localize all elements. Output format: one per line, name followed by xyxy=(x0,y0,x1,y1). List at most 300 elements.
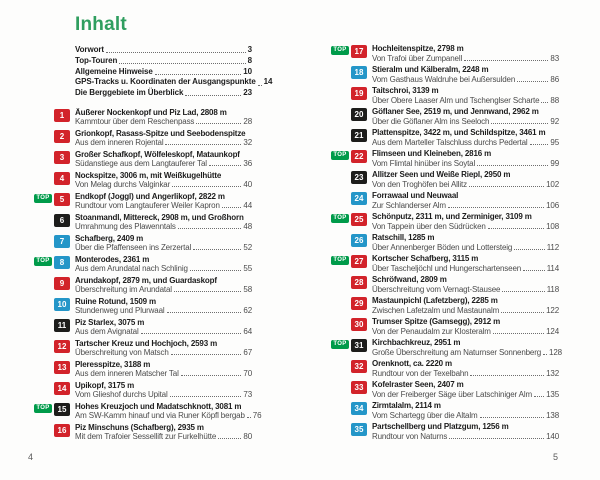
tour-number-badge: 4 xyxy=(54,172,70,185)
tour-subtitle-label: Vom Flimtal hinüber ins Soytal xyxy=(372,158,476,168)
tour-page: 135 xyxy=(546,389,559,399)
tour-subtitle-label: Überschreitung im Arundatal xyxy=(75,285,172,295)
tour-subtitle xyxy=(75,180,252,190)
tour-title: Äußerer Nockenkopf und Piz Lad, 2808 m xyxy=(75,107,227,117)
top-badge-slot xyxy=(331,191,351,202)
tour-page: 102 xyxy=(546,179,559,189)
tour-title: Kortscher Schafberg, 3115 m xyxy=(372,254,479,263)
intro-item xyxy=(75,45,252,56)
tour-subtitle xyxy=(372,390,559,400)
tour-subtitle xyxy=(75,432,252,442)
top-badge: TOP xyxy=(34,257,52,266)
tour-page: 36 xyxy=(243,159,252,169)
dot-leader xyxy=(106,52,246,53)
tour-title: Ratschill, 1285 m xyxy=(372,233,435,242)
tour-title: Kofelraster Seen, 2407 m xyxy=(372,380,464,389)
tour-title: Pleresspitze, 3188 m xyxy=(75,359,151,369)
tour-number-badge: 9 xyxy=(54,277,70,290)
dot-leader xyxy=(165,144,241,145)
tour-title: Partschellberg und Platzgum, 1256 m xyxy=(372,422,509,431)
tour-subtitle xyxy=(75,348,252,358)
top-badge-slot xyxy=(331,212,351,223)
tour-title: Forrawaal und Neuwaal xyxy=(372,191,459,200)
top-badge-slot xyxy=(331,422,351,433)
tour-subtitle xyxy=(372,369,559,379)
top-badge-slot xyxy=(331,44,351,55)
dot-leader xyxy=(464,60,548,61)
tour-subtitle xyxy=(372,327,559,337)
top-badge-slot xyxy=(34,213,54,224)
tour-page: 106 xyxy=(546,200,559,210)
tour-number-badge: 10 xyxy=(54,298,70,311)
tour-text xyxy=(75,213,252,232)
tour-subtitle xyxy=(75,411,262,421)
top-badge-slot xyxy=(34,171,54,182)
tour-entry xyxy=(331,338,562,357)
dot-leader xyxy=(170,396,242,397)
tour-number-badge: 11 xyxy=(54,319,70,332)
tour-subtitle-label: Über Obere Laaser Alm und Tschenglser Scharte xyxy=(372,95,540,105)
dot-leader xyxy=(258,85,262,86)
dot-leader xyxy=(491,123,548,124)
tour-entry xyxy=(34,171,252,190)
top-badge-slot xyxy=(331,86,351,97)
top-badge-slot xyxy=(331,254,351,265)
top-badge: TOP xyxy=(34,194,52,203)
tour-subtitle xyxy=(75,369,252,379)
top-badge-slot xyxy=(331,170,351,181)
top-badge-slot xyxy=(34,297,54,308)
top-badge-slot xyxy=(34,381,54,392)
dot-leader xyxy=(480,417,545,418)
tour-text xyxy=(75,339,252,358)
tour-subtitle xyxy=(75,243,252,253)
tour-number-badge: 7 xyxy=(54,235,70,248)
tour-number-badge: 31 xyxy=(351,339,367,352)
tour-text xyxy=(372,359,559,378)
tour-page: 95 xyxy=(550,137,559,147)
tour-subtitle xyxy=(75,201,252,211)
tour-page: 92 xyxy=(550,116,559,126)
tour-page: 88 xyxy=(550,95,559,105)
tour-text xyxy=(75,381,252,400)
dot-leader xyxy=(502,291,544,292)
tour-title: Hochleitenspitze, 2798 m xyxy=(372,44,464,53)
tour-subtitle-label: Von Trafoi über Zumpanell xyxy=(372,53,463,63)
tour-page: 80 xyxy=(243,432,252,442)
tour-title: Ruine Rotund, 1509 m xyxy=(75,296,157,306)
tour-entry xyxy=(34,401,262,421)
tour-title: Stoanmandl, Mittereck, 2908 m, und Großhorn xyxy=(75,212,244,222)
page-number-right: 5 xyxy=(553,452,559,462)
tour-page: 48 xyxy=(243,222,252,232)
tour-list-left xyxy=(34,107,262,442)
dot-leader xyxy=(534,396,544,397)
tour-entry xyxy=(331,128,559,147)
tour-entry xyxy=(34,192,252,211)
tour-page: 32 xyxy=(243,138,252,148)
tour-subtitle xyxy=(75,264,252,274)
tour-subtitle-label: Über Annenberger Böden und Lottersteig xyxy=(372,242,513,252)
tour-subtitle-label: Vom Schartegg über die Altalm xyxy=(372,410,478,420)
tour-text xyxy=(372,128,559,147)
tour-subtitle-label: Zur Schlanderser Alm xyxy=(372,200,446,210)
tour-subtitle xyxy=(372,201,559,211)
tour-title: Nockspitze, 3006 m, mit Weißkugelhütte xyxy=(75,170,222,180)
top-badge-slot xyxy=(331,107,351,118)
top-badge-slot xyxy=(34,192,54,203)
tour-subtitle xyxy=(372,54,559,64)
tour-title: Piz Minschuns (Schafberg), 2935 m xyxy=(75,422,204,432)
tour-text xyxy=(372,233,559,252)
tour-number-badge: 13 xyxy=(54,361,70,374)
tour-subtitle-label: Kammtour über dem Reschenpass xyxy=(75,117,195,127)
dot-leader xyxy=(209,165,242,166)
tour-text xyxy=(75,360,252,379)
dot-leader xyxy=(493,333,544,334)
tour-page: 86 xyxy=(550,74,559,84)
tour-subtitle-label: Über Tascheljöchl und Hungerschartenseen xyxy=(372,263,522,273)
tour-subtitle xyxy=(75,306,252,316)
top-badge-slot xyxy=(34,108,54,119)
top-badge-slot xyxy=(34,318,54,329)
tour-page: 67 xyxy=(243,348,252,358)
tour-list-right xyxy=(331,44,562,441)
top-badge-slot xyxy=(34,360,54,371)
tour-page: 108 xyxy=(546,221,559,231)
tour-subtitle-label: Von der Freiberger Säge über Latschiniger Alm xyxy=(372,389,533,399)
intro-label: Vorwort xyxy=(75,45,104,54)
tour-entry xyxy=(34,381,252,400)
tour-page: 44 xyxy=(243,201,252,211)
tour-title: Trumser Spitze (Gamsegg), 2912 m xyxy=(372,317,501,326)
toc-heading: Inhalt xyxy=(75,14,127,35)
tour-number-badge: 23 xyxy=(351,171,367,184)
intro-page: 14 xyxy=(263,77,273,87)
tour-title: Göflaner See, 2519 m, und Jennwand, 2962 m xyxy=(372,107,539,116)
tour-text xyxy=(75,108,252,127)
tour-subtitle-label: Aus dem Arundatal nach Schlinig xyxy=(75,264,188,274)
tour-number-badge: 25 xyxy=(351,213,367,226)
tour-page: 83 xyxy=(550,53,559,63)
tour-entry xyxy=(331,401,559,420)
tour-subtitle xyxy=(372,411,559,421)
intro-page: 3 xyxy=(247,45,252,54)
tour-entry xyxy=(34,318,252,337)
intro-list xyxy=(75,45,273,99)
tour-text xyxy=(75,129,252,148)
tour-subtitle-label: Aus dem Marteller Talschluss durchs Pedertal xyxy=(372,137,528,147)
top-badge-slot xyxy=(331,233,351,244)
tour-number-badge: 21 xyxy=(351,129,367,142)
dot-leader xyxy=(155,74,242,75)
tour-subtitle xyxy=(75,117,252,127)
top-badge-slot xyxy=(331,359,351,370)
tour-entry xyxy=(331,107,559,126)
tour-entry xyxy=(331,317,559,336)
tour-subtitle-label: Rundtour von Naturns xyxy=(372,431,448,441)
top-badge-slot xyxy=(331,317,351,328)
tour-entry xyxy=(331,212,559,231)
tour-title: Zirmtalalm, 2114 m xyxy=(372,401,441,410)
tour-entry xyxy=(331,254,559,273)
intro-page: 8 xyxy=(247,55,252,65)
tour-text xyxy=(372,191,559,210)
tour-text xyxy=(372,338,562,357)
dot-leader xyxy=(181,375,242,376)
tour-text xyxy=(372,212,559,231)
tour-page: 112 xyxy=(546,242,559,252)
intro-label: Top-Touren xyxy=(75,55,118,65)
tour-page: 28 xyxy=(243,117,252,127)
tour-title: Schönputz, 2311 m, und Zerminiger, 3109 m xyxy=(372,212,532,221)
top-badge-slot xyxy=(331,338,351,349)
tour-number-badge: 3 xyxy=(54,151,70,164)
intro-label: GPS-Tracks u. Koordinaten der Ausgangspunkte xyxy=(75,77,256,87)
dot-leader xyxy=(178,228,242,229)
tour-page: 70 xyxy=(243,369,252,379)
dot-leader xyxy=(247,417,251,418)
tour-number-badge: 30 xyxy=(351,318,367,331)
dot-leader xyxy=(185,95,241,96)
tour-subtitle xyxy=(75,285,252,295)
tour-subtitle-label: Überschreitung vom Vernagt-Stausee xyxy=(372,284,501,294)
tour-entry xyxy=(331,44,559,63)
top-badge-slot xyxy=(34,423,54,434)
tour-subtitle-label: Von den Troghöfen bei Allitz xyxy=(372,179,467,189)
tour-page: 52 xyxy=(243,243,252,253)
tour-number-badge: 12 xyxy=(54,340,70,353)
dot-leader xyxy=(193,249,241,250)
tour-subtitle xyxy=(372,285,559,295)
dot-leader xyxy=(218,438,241,439)
tour-page: 132 xyxy=(546,368,559,378)
tour-subtitle xyxy=(372,75,559,85)
intro-item xyxy=(75,67,252,78)
tour-page: 118 xyxy=(546,284,559,294)
tour-entry xyxy=(331,296,559,315)
tour-number-badge: 6 xyxy=(54,214,70,227)
tour-number-badge: 27 xyxy=(351,255,367,268)
dot-leader xyxy=(517,81,548,82)
tour-text xyxy=(372,107,559,126)
top-badge-slot xyxy=(331,380,351,391)
top-badge-slot xyxy=(331,275,351,286)
tour-subtitle xyxy=(372,138,559,148)
tour-subtitle-label: Rundtour von der Texelbahn xyxy=(372,368,469,378)
tour-text xyxy=(372,275,559,294)
left-page-column xyxy=(34,14,273,444)
tour-subtitle-label: Am SW-Kamm hinauf und via Runer Köpfl bergab xyxy=(75,411,245,421)
tour-text xyxy=(75,150,252,169)
tour-text xyxy=(75,276,252,295)
tour-text xyxy=(372,401,559,420)
tour-number-badge: 8 xyxy=(54,256,70,269)
dot-leader xyxy=(523,270,545,271)
top-badge: TOP xyxy=(331,151,349,160)
tour-subtitle xyxy=(372,96,559,106)
tour-number-badge: 29 xyxy=(351,297,367,310)
tour-entry xyxy=(34,129,252,148)
dot-leader xyxy=(469,186,544,187)
dot-leader xyxy=(470,375,544,376)
tour-subtitle xyxy=(75,390,252,400)
dot-leader xyxy=(190,270,242,271)
dot-leader xyxy=(477,165,548,166)
tour-title: Mastaunpichl (Lafetzberg), 2285 m xyxy=(372,296,498,305)
tour-title: Tartscher Kreuz und Hochjoch, 2593 m xyxy=(75,338,218,348)
tour-text xyxy=(372,170,559,189)
tour-subtitle-label: Von der Penaudalm zur Klosteralm xyxy=(372,326,491,336)
tour-number-badge: 5 xyxy=(54,193,70,206)
tour-subtitle-label: Aus dem Avignatal xyxy=(75,327,139,337)
top-badge-slot xyxy=(331,149,351,160)
tour-title: Hohes Kreuzjoch und Madatschknott, 3081 m xyxy=(75,401,242,411)
tour-text xyxy=(372,254,559,273)
tour-entry xyxy=(331,275,559,294)
dot-leader xyxy=(174,291,241,292)
tour-text xyxy=(372,65,559,84)
intro-label: Allgemeine Hinweise xyxy=(75,66,153,76)
tour-page: 138 xyxy=(546,410,559,420)
tour-subtitle-label: Über die Pfaffenseen ins Zerzertal xyxy=(75,243,192,253)
dot-leader xyxy=(172,186,241,187)
dot-leader xyxy=(488,228,544,229)
top-badge-slot xyxy=(34,276,54,287)
tour-page: 64 xyxy=(243,327,252,337)
tour-title: Großer Schafkopf, Wölfeleskopf, Mataunkopf xyxy=(75,149,240,159)
tour-text xyxy=(372,44,559,63)
tour-number-badge: 18 xyxy=(351,66,367,79)
tour-number-badge: 15 xyxy=(54,403,70,416)
tour-number-badge: 14 xyxy=(54,382,70,395)
dot-leader xyxy=(196,123,241,124)
tour-title: Monterodes, 2361 m xyxy=(75,254,150,264)
tour-title: Kirchbachkreuz, 2951 m xyxy=(372,338,461,347)
tour-title: Taitschroi, 3139 m xyxy=(372,86,439,95)
tour-page: 140 xyxy=(546,431,559,441)
tour-page: 73 xyxy=(243,390,252,400)
tour-text xyxy=(75,192,252,211)
tour-subtitle xyxy=(372,243,559,253)
tour-entry xyxy=(331,233,559,252)
tour-title: Orenknott, ca. 2220 m xyxy=(372,359,452,368)
tour-title: Allitzer Seen und Weiße Riepl, 2950 m xyxy=(372,170,511,179)
tour-entry xyxy=(34,297,252,316)
intro-page: 10 xyxy=(243,66,252,76)
tour-entry xyxy=(331,380,559,399)
tour-subtitle xyxy=(372,264,559,274)
top-badge: TOP xyxy=(331,214,349,223)
tour-entry xyxy=(34,234,252,253)
right-page-column xyxy=(331,44,562,443)
dot-leader xyxy=(501,312,544,313)
tour-number-badge: 26 xyxy=(351,234,367,247)
tour-subtitle-label: Umrahmung des Plawenntals xyxy=(75,222,176,232)
tour-text xyxy=(75,297,252,316)
dot-leader xyxy=(141,333,242,334)
tour-number-badge: 22 xyxy=(351,150,367,163)
tour-text xyxy=(372,380,559,399)
tour-subtitle xyxy=(372,222,559,232)
tour-text xyxy=(75,401,262,421)
tour-subtitle-label: Aus dem inneren Matscher Tal xyxy=(75,369,179,379)
tour-page: 99 xyxy=(550,158,559,168)
tour-text xyxy=(372,317,559,336)
dot-leader xyxy=(449,438,544,439)
tour-title: Schafberg, 2409 m xyxy=(75,233,144,243)
tour-number-badge: 28 xyxy=(351,276,367,289)
tour-entry xyxy=(331,191,559,210)
tour-page: 122 xyxy=(546,305,559,315)
tour-subtitle xyxy=(75,222,252,232)
tour-number-badge: 33 xyxy=(351,381,367,394)
intro-item xyxy=(75,56,252,67)
tour-subtitle xyxy=(372,180,559,190)
tour-subtitle xyxy=(372,432,559,442)
dot-leader xyxy=(167,312,242,313)
tour-entry xyxy=(34,360,252,379)
tour-entry xyxy=(34,276,252,295)
tour-entry xyxy=(331,422,559,441)
tour-number-badge: 34 xyxy=(351,402,367,415)
tour-text xyxy=(75,423,252,442)
tour-page: 124 xyxy=(546,326,559,336)
tour-subtitle-label: Vom Gasthaus Waldruhe bei Außersulden xyxy=(372,74,516,84)
tour-number-badge: 35 xyxy=(351,423,367,436)
tour-subtitle-label: Südanstiege aus dem Langtauferer Tal xyxy=(75,159,207,169)
top-badge-slot xyxy=(331,65,351,76)
tour-page: 128 xyxy=(549,347,562,357)
tour-number-badge: 32 xyxy=(351,360,367,373)
tour-number-badge: 19 xyxy=(351,87,367,100)
top-badge-slot xyxy=(34,402,54,413)
top-badge-slot xyxy=(331,296,351,307)
top-badge-slot xyxy=(331,128,351,139)
tour-title: Flimseen und Kleineben, 2816 m xyxy=(372,149,492,158)
dot-leader xyxy=(543,354,547,355)
tour-title: Endkopf (Joggl) und Angerlikopf, 2822 m xyxy=(75,191,225,201)
tour-text xyxy=(372,149,559,168)
tour-text xyxy=(75,171,252,190)
tour-text xyxy=(75,255,252,274)
tour-text xyxy=(372,422,559,441)
tour-text xyxy=(75,318,252,337)
tour-title: Schröfwand, 2809 m xyxy=(372,275,447,284)
tour-number-badge: 16 xyxy=(54,424,70,437)
tour-entry xyxy=(34,108,252,127)
intro-page: 23 xyxy=(243,88,252,98)
tour-entry xyxy=(331,170,559,189)
tour-text xyxy=(75,234,252,253)
tour-subtitle-label: Rundtour vom Langtauferer Weiler Kapron xyxy=(75,201,220,211)
top-badge-slot xyxy=(34,150,54,161)
intro-item xyxy=(75,77,273,88)
tour-subtitle-label: Von Tappein über den Südrücken xyxy=(372,221,486,231)
tour-entry xyxy=(34,213,252,232)
tour-number-badge: 20 xyxy=(351,108,367,121)
top-badge: TOP xyxy=(331,256,349,265)
dot-leader xyxy=(222,207,242,208)
tour-subtitle xyxy=(372,347,562,358)
tour-subtitle xyxy=(75,159,252,169)
tour-subtitle xyxy=(372,159,559,169)
tour-text xyxy=(372,86,559,105)
tour-entry xyxy=(34,339,252,358)
top-badge-slot xyxy=(34,255,54,266)
top-badge-slot xyxy=(331,401,351,412)
tour-title: Grionkopf, Rasass-Spitze und Seebodenspitze xyxy=(75,128,246,138)
